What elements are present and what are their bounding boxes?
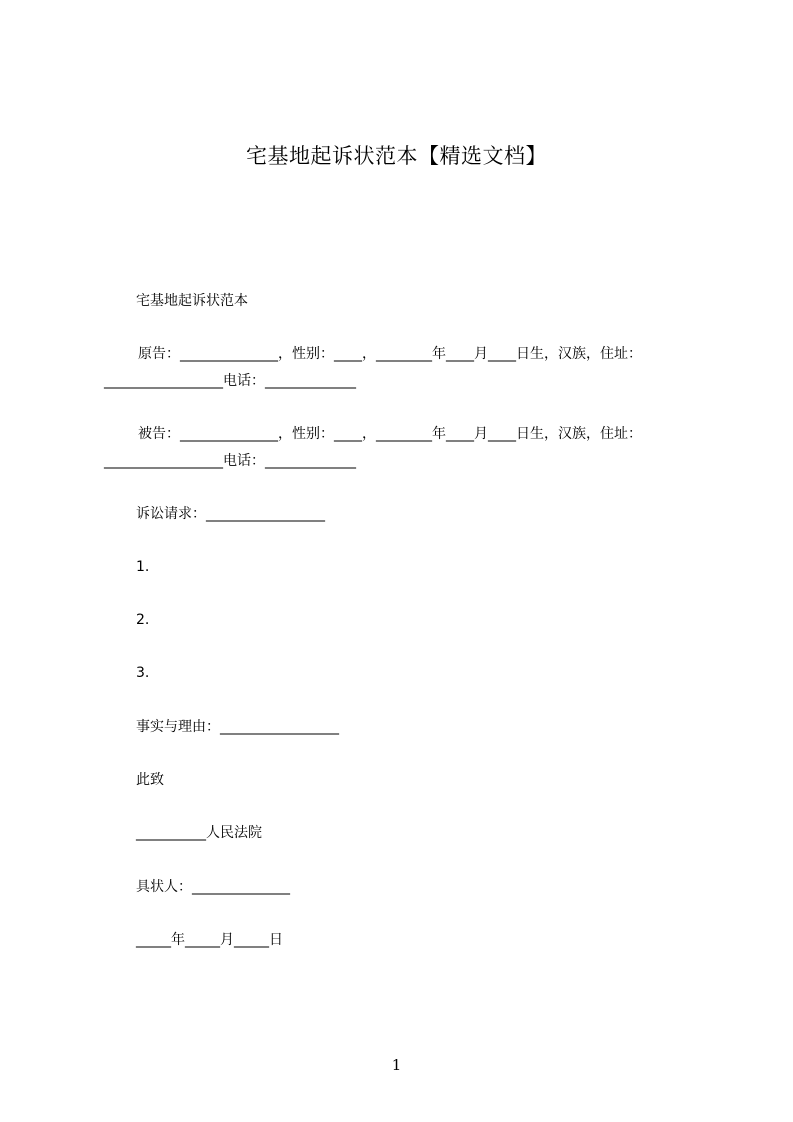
claim-item-2: 2.: [136, 612, 150, 628]
date-line: _____年_____月_____日: [136, 932, 283, 948]
page-number: 1: [391, 1056, 402, 1074]
defendant-line-1: 被告：______________，性别：____，________年____月____日生，汉族，住址：: [138, 426, 642, 442]
court-line: __________人民法院: [136, 825, 262, 841]
document-title: 宅基地起诉状范本【精选文档】: [246, 144, 547, 168]
claim-item-3: 3.: [136, 665, 150, 681]
claim-item-1: 1.: [136, 559, 150, 575]
plaintiff-line-1: 原告：______________，性别：____，________年____月____日生，汉族，住址：: [138, 346, 642, 362]
defendant-line-2: _________________电话：_____________: [104, 453, 356, 469]
claims-line: 诉讼请求：_________________: [136, 506, 325, 522]
signer-line: 具状人：______________: [136, 879, 290, 895]
section-heading: 宅基地起诉状范本: [136, 293, 248, 309]
salutation: 此致: [136, 772, 164, 788]
facts-line: 事实与理由：_________________: [136, 719, 339, 735]
plaintiff-line-2: _________________电话：_____________: [104, 373, 356, 389]
